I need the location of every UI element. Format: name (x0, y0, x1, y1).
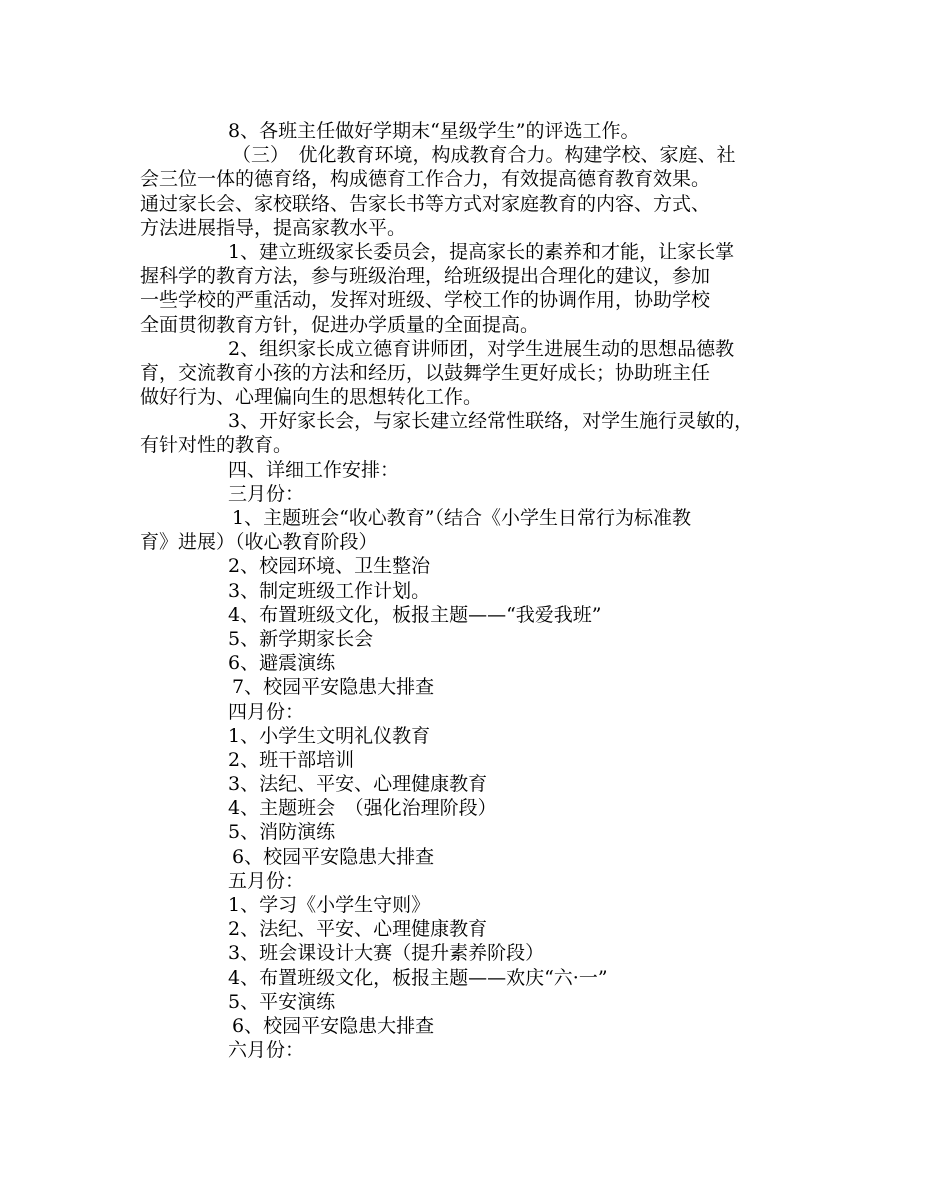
text-line: 做好行为、心理偏向生的思想转化工作。 (140, 386, 483, 409)
list-item: 5、新学期家长会 (228, 627, 374, 650)
list-item: 3、班会课设计大赛（提升素养阶段） (228, 942, 545, 965)
list-item: 2、班干部培训 (228, 748, 355, 771)
month-heading: 五月份： (228, 869, 305, 892)
text-line: 通过家长会、家校联络、告家长书等方式对家庭教育的内容、方式、 (140, 192, 711, 215)
text-line: 有针对性的教育。 (140, 434, 293, 457)
list-item: 1、学习《小学生守则》 (228, 894, 431, 916)
text-line: 全面贯彻教育方针，促进办学质量的全面提高。 (140, 313, 540, 336)
list-item: 3、制定班级工作计划。 (228, 579, 431, 602)
text-line: 育》进展）（收心教育阶段） (140, 531, 378, 554)
section-heading: 四、详细工作安排： (228, 458, 400, 481)
text-line: 8、各班主任做好学期末“星级学生”的评选工作。 (228, 120, 640, 142)
list-item: 4、主题班会 （强化治理阶段） (228, 797, 497, 820)
list-item: 6、校园平安隐患大排查 (232, 1014, 435, 1037)
text-line: 方法进展指导，提高家教水平。 (140, 216, 407, 239)
text-line: 一些学校的严重活动，发挥对班级、学校工作的协调作用，协助学校 (140, 289, 711, 312)
list-item: 1、小学生文明礼仪教育 (228, 724, 431, 747)
list-item: 3、法纪、平安、心理健康教育 (228, 773, 488, 796)
document-body (140, 119, 820, 1062)
text-line: 会三位一体的德育络，构成德育工作合力，有效提高德育教育效果。 (140, 168, 711, 191)
month-heading: 四月份： (228, 700, 305, 723)
month-heading: 六月份： (228, 1039, 305, 1062)
list-item: 4、布置班级文化，板报主题——欢庆“六·一” (228, 966, 608, 989)
text-line: 2、组织家长成立德育讲师团，对学生进展生动的思想品德教 (228, 337, 735, 360)
text-line: 握科学的教育方法，参与班级治理，给班级提出合理化的建议，参加 (140, 265, 711, 288)
list-item: 6、避震演练 (228, 652, 336, 675)
month-heading: 三月份： (228, 482, 305, 505)
text-line: （三） 优化教育环境，构成教育合力。构建学校、家庭、社 (232, 144, 736, 167)
list-item: 6、校园平安隐患大排查 (232, 845, 435, 868)
list-item: 1、主题班会“收心教育”（结合《小学生日常行为标准教 (232, 507, 692, 529)
text-line: 3、开好家长会，与家长建立经常性联络，对学生施行灵敏的， (228, 410, 754, 433)
list-item: 5、消防演练 (228, 821, 336, 844)
list-item: 5、平安演练 (228, 990, 336, 1013)
text-line: 1、建立班级家长委员会，提高家长的素养和才能，让家长掌 (228, 240, 735, 263)
list-item: 7、校园平安隐患大排查 (232, 676, 435, 699)
text-line: 育，交流教育小孩的方法和经历，以鼓舞学生更好成长；协助班主任 (140, 361, 711, 384)
list-item: 2、法纪、平安、心理健康教育 (228, 918, 488, 941)
list-item: 2、校园环境、卫生整治 (228, 555, 431, 578)
list-item: 4、布置班级文化，板报主题——“我爱我班” (228, 603, 602, 626)
